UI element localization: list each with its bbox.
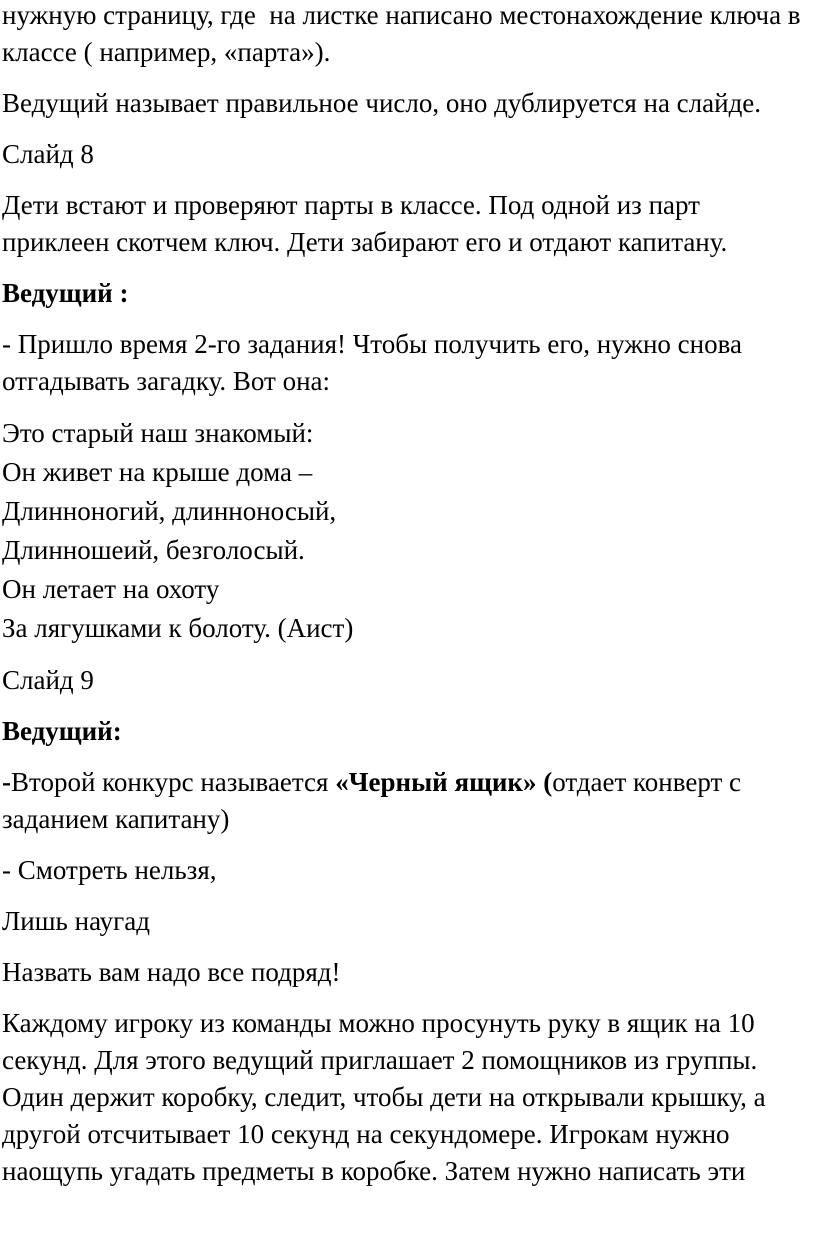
verse-line-1: - Смотреть нельзя,	[2, 855, 217, 885]
riddle-poem	[2, 414, 814, 648]
verse-line-3: Назвать вам надо все подряд!	[2, 957, 341, 987]
verse-line-2: Лишь наугад	[2, 906, 150, 936]
dash-bold: -	[2, 767, 11, 797]
poem-line: Длинноногий, длинноносый,	[2, 496, 337, 526]
host-label-2: Ведущий:	[2, 716, 122, 746]
poem-line: Это старый наш знакомый:	[2, 418, 314, 448]
paragraph-game-rules: Каждому игроку из команды можно просунуть руку в ящик на 10 секунд. Для этого ведущий приглашает 2 помощников из группы. Один держит коробку, следит, чтобы дети на открывали крышку, а другой отсчитывает 10 секунд на секундомере. Игрокам нужно наощупь угадать предметы в коробке. Затем нужно написать эти	[2, 1008, 773, 1186]
poem-line: Он живет на крыше дома –	[2, 457, 313, 487]
paragraph-children-search: Дети встают и проверяют парты в классе. Под одной из парт приклеен скотчем ключ. Дети забирают его и отдают капитану.	[2, 190, 728, 257]
slide-8-heading: Слайд 8	[2, 139, 94, 169]
paragraph-key-location: нужную страницу, где на листке написано местонахождение ключа в классе ( например, «парта»).	[2, 0, 808, 67]
host-label-1: Ведущий :	[2, 278, 129, 308]
slide-9-heading: Слайд 9	[2, 665, 94, 695]
paragraph-black-box	[2, 764, 814, 838]
poem-line: Длинношеий, безголосый.	[2, 535, 305, 565]
paragraph-host-number: Ведущий называет правильное число, оно дублируется на слайде.	[2, 88, 762, 118]
document-page	[2, 0, 814, 1204]
paragraph-second-task: - Пришло время 2-го задания! Чтобы получить его, нужно снова отгадывать загадку. Вот она:	[2, 329, 749, 396]
black-box-title: «Черный ящик» (	[335, 767, 553, 797]
contest-text: Второй конкурс называется	[11, 767, 336, 797]
envelope-text: отдает конверт с заданием капитану)	[2, 767, 748, 834]
poem-line: Он летает на охоту	[2, 574, 220, 604]
poem-line: За лягушками к болоту. (Аист)	[2, 613, 354, 643]
